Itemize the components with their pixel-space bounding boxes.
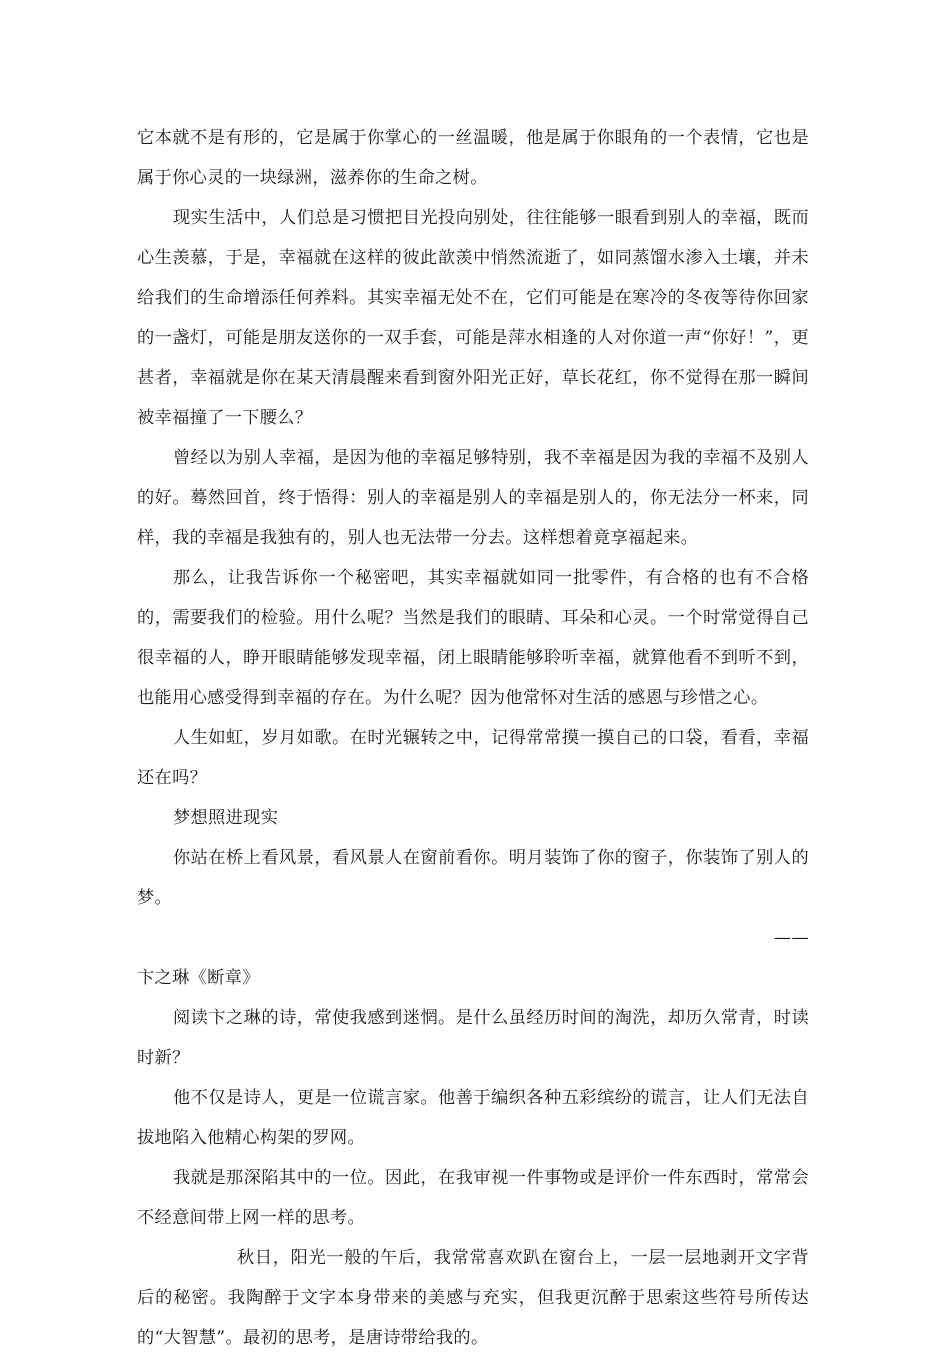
- paragraph-3: 曾经以为别人幸福，是因为他的幸福足够特别，我不幸福是因为我的幸福不及别人的好。蓦然回首，终于悟得：别人的幸福是别人的幸福是别人的，你无法分一杯来，同样，我的幸福是我独有的，别人也无法带一分去。这样想着竟享福起来。: [137, 448, 809, 548]
- quote-attribution: 卞之琳《断章》: [137, 968, 260, 988]
- paragraph-9: 秋日，阳光一般的午后，我常常喜欢趴在窗台上，一层一层地剥开文字背后的秘密。我陶醉于文字本身带来的美感与充实，但我更沉醉于思索这些符号所传达的“大智慧”。最初的思考，是唐诗带给我的。: [137, 1248, 809, 1348]
- paragraph-8: 我就是那深陷其中的一位。因此，在我审视一件事物或是评价一件东西时，常常会不经意间带上网一样的思考。: [137, 1168, 809, 1228]
- paragraph-7: 他不仅是诗人，更是一位谎言家。他善于编织各种五彩缤纷的谎言，让人们无法自拔地陷入他精心构架的罗网。: [137, 1088, 809, 1148]
- paragraph-1: 它本就不是有形的，它是属于你掌心的一丝温暖，他是属于你眼角的一个表情，它也是属于你心灵的一块绿洲，滋养你的生命之树。: [137, 128, 809, 188]
- paragraph-6: 阅读卞之琳的诗，常使我感到迷惘。是什么虽经历时间的淘洗，却历久常青，时读时新？: [137, 1008, 809, 1068]
- poem-quote: 你站在桥上看风景，看风景人在窗前看你。明月装饰了你的窗子，你装饰了别人的梦。: [137, 848, 809, 908]
- quote-dash: ——: [773, 928, 809, 948]
- paragraph-4: 那么，让我告诉你一个秘密吧，其实幸福就如同一批零件，有合格的也有不合格的，需要我们的检验。用什么呢？当然是我们的眼睛、耳朵和心灵。一个时常觉得自己很幸福的人，睁开眼睛能够发现幸福，闭上眼睛能够聆听幸福，就算他看不到听不到，也能用心感受得到幸福的存在。为什么呢？因为他常怀对生活的感恩与珍惜之心。: [137, 568, 809, 708]
- document-body: [137, 118, 809, 1358]
- essay-title: 梦想照进现实: [173, 808, 279, 828]
- paragraph-5: 人生如虹，岁月如歌。在时光辗转之中，记得常常摸一摸自己的口袋，看看，幸福还在吗？: [137, 728, 809, 788]
- paragraph-2: 现实生活中，人们总是习惯把目光投向别处，往往能够一眼看到别人的幸福，既而心生羡慕，于是，幸福就在这样的彼此歆羡中悄然流逝了，如同蒸馏水渗入土壤，并未给我们的生命增添任何养料。其实幸福无处不在，它们可能是在寒冷的冬夜等待你回家的一盏灯，可能是朋友送你的一双手套，可能是萍水相逢的人对你道一声“你好！”，更甚者，幸福就是你在某天清晨醒来看到窗外阳光正好，草长花红，你不觉得在那一瞬间被幸福撞了一下腰么？: [137, 208, 809, 428]
